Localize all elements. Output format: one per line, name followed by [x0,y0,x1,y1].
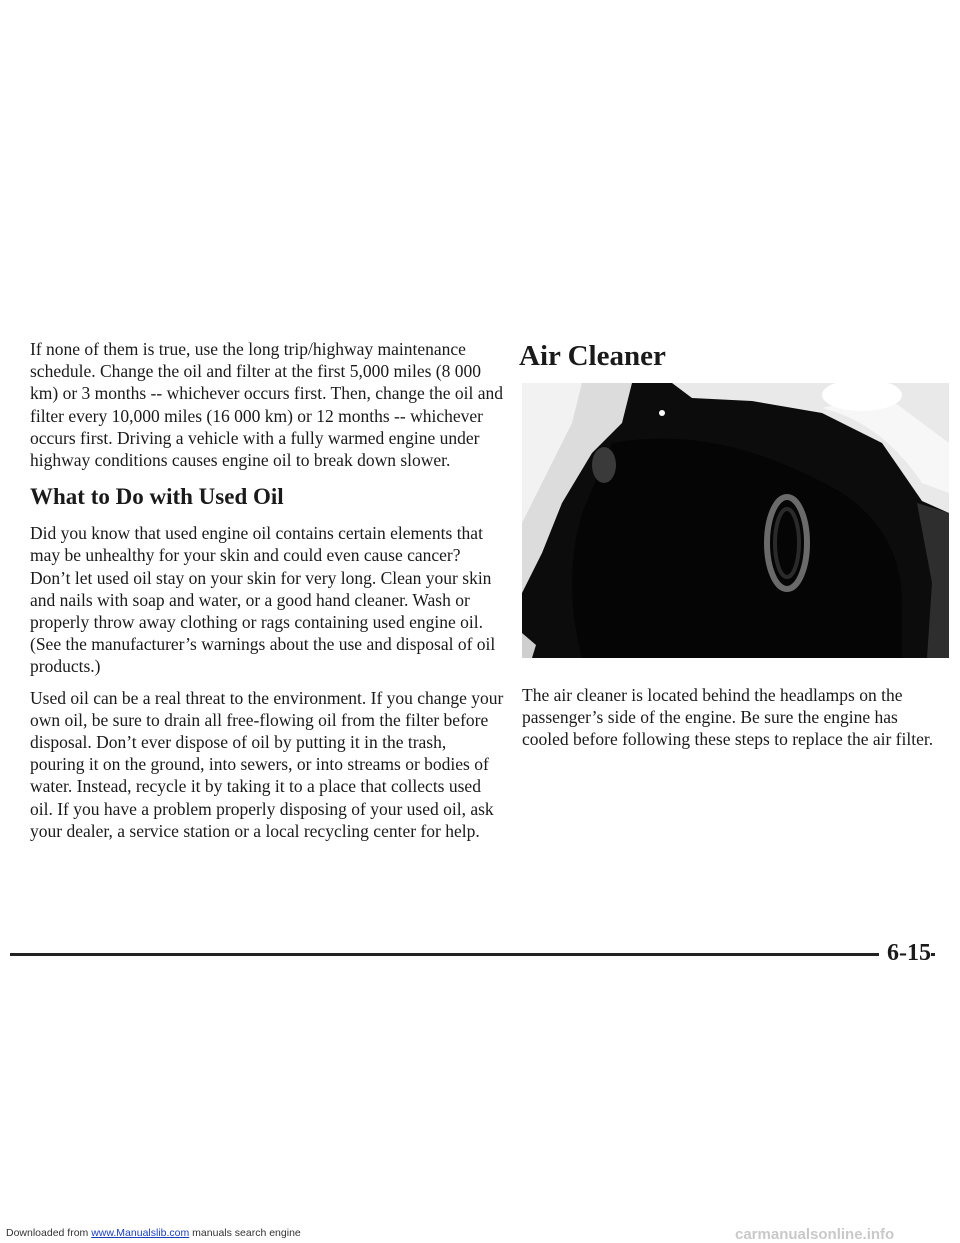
footer-suffix: manuals search engine [189,1227,301,1239]
used-oil-environment-paragraph: Used oil can be a real threat to the environment. If you change your own oil, be sure to drain all free-flowing oil from the filter before disposal. Don’t ever dispose of oil by putting it in the trash, pouring it on the ground, into sewers, or into streams or bodies of water. Instead, recycle it by taking it to a place that collects used oil. If you have a problem properly disposing of your used oil, ask your dealer, a service station or a local recycling center for help. [30,687,504,841]
used-oil-heading: What to Do with Used Oil [30,484,284,510]
page-number: 6-15 [879,938,931,968]
used-oil-health-paragraph: Did you know that used engine oil contains certain elements that may be unhealthy for your skin and could even cause cancer? Don’t let used oil stay on your skin for very long. Clean your skin and nails with soap and water, or a good hand cleaner. Wash or properly throw away clothing or rags containing used engine oil. (See the manufacturer’s warnings about the use and disposal of oil products.) [30,523,496,677]
manualslib-link[interactable]: www.Manualslib.com [91,1227,190,1239]
engine-compartment-photo [522,383,949,658]
air-cleaner-caption: The air cleaner is located behind the headlamps on the passenger’s side of the engine. Be sure the engine has cooled before following these steps to replace the air filter. [522,685,934,750]
right-column [518,338,950,374]
footer-rule [10,953,935,956]
engine-photo-drawing [522,383,949,658]
watermark: carmanualsonline.info [735,1226,895,1243]
footer-prefix: Downloaded from [6,1227,92,1239]
left-column [30,338,505,851]
air-cleaner-heading: Air Cleaner [519,340,666,372]
oil-schedule-paragraph: If none of them is true, use the long trip/highway maintenance schedule. Change the oil and filter at the first 5,000 miles (8 000 km) or 3 months -- whichever occurs first. Then, change the oil and filter every 10,000 miles (16 000 km) or 12 months -- whichever occurs first. Driving a vehicle with a fully warmed engine under highway conditions causes engine oil to break down slower. [30,339,504,471]
download-footer [6,1227,301,1240]
